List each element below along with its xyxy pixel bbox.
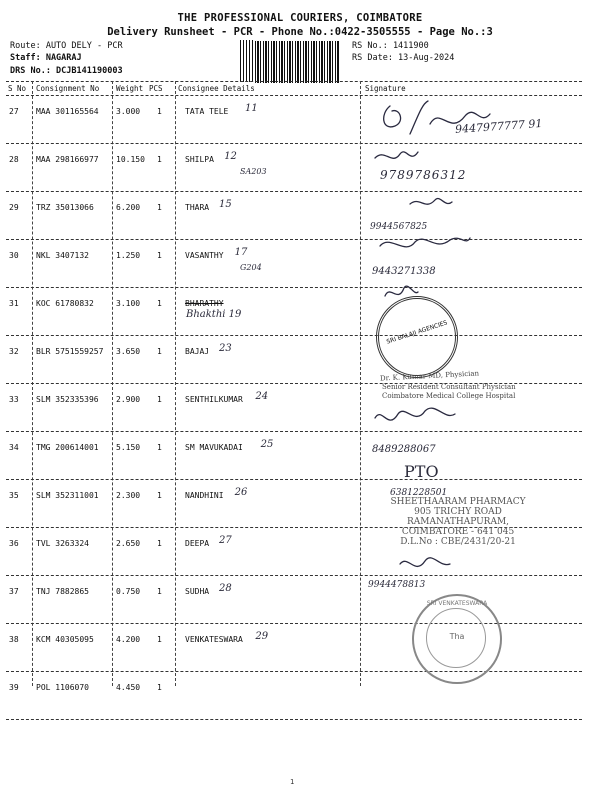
phone-37: 9944478813 [368, 580, 426, 590]
pharmacy-address-1: 905 TRICHY ROAD [414, 507, 502, 517]
drs-number: DRS No.: DCJB141190003 [10, 66, 123, 76]
row-consignment: TNJ 7882865 [36, 587, 89, 596]
signature-mark [375, 408, 455, 420]
row-pcs: 1 [157, 251, 162, 260]
row-weight: 2.300 [116, 491, 141, 500]
table-top-rule [6, 81, 582, 82]
staff-label: Staff: NAGARAJ [10, 53, 82, 63]
handwritten-note: Bhakthi 19 [186, 309, 242, 320]
row-sno: 28 [9, 155, 19, 164]
doctor-stamp-line2: Senior Resident Consultant Physician [382, 383, 516, 391]
pto-mark: PTO [404, 462, 439, 481]
row-pcs: 1 [157, 635, 162, 644]
handwritten-note: 25 [260, 439, 274, 450]
handwritten-note: 28 [219, 583, 232, 594]
row-weight: 6.200 [116, 203, 141, 212]
col-pcs: PCS [149, 84, 163, 93]
row-pcs: 1 [157, 203, 162, 212]
row-sno: 30 [9, 251, 19, 260]
row-consignee: SM MAVUKADAI [185, 443, 243, 452]
round-stamp-balaji: SRI BALAJI AGENCIES [376, 296, 458, 378]
row-pcs: 1 [157, 347, 162, 356]
signature-mark [380, 238, 470, 247]
row-consignee: SUDHA [185, 587, 210, 596]
handwritten-note: 24 [255, 391, 269, 402]
row-weight: 5.150 [116, 443, 141, 452]
handwritten-note: 11 [245, 103, 258, 114]
row-sno: 32 [9, 347, 19, 356]
row-consignee: SHILPA [185, 155, 214, 164]
pharmacy-dl: D.L.No : CBE/2431/20-21 [400, 537, 516, 547]
row-consignment: KOC 61780832 [36, 299, 94, 308]
row-weight: 2.650 [116, 539, 141, 548]
company-title: THE PROFESSIONAL COURIERS, COIMBATORE [177, 12, 423, 24]
doctor-stamp-line3: Coimbatore Medical College Hospital [382, 392, 516, 400]
row-weight: 4.200 [116, 635, 141, 644]
row-consignment: SLM 352335396 [36, 395, 99, 404]
signature-mark [400, 558, 450, 567]
row-sno: 39 [9, 683, 19, 692]
row-weight: 4.450 [116, 683, 141, 692]
row-sno: 35 [9, 491, 19, 500]
runsheet-title: Delivery Runsheet - PCR - Phone No.:0422-3505555 - Page No.:3 [107, 26, 493, 38]
row-pcs: 1 [157, 587, 162, 596]
row-consignee: DEEPA [185, 539, 210, 548]
signature-mark [410, 101, 428, 134]
phone-27: 9447977777 91 [454, 116, 543, 137]
signature-mark [375, 152, 418, 158]
handwritten-flat: G204 [240, 263, 262, 272]
handwritten-note: 26 [234, 487, 248, 498]
row-consignment: MAA 298166977 [36, 155, 99, 164]
handwritten-note: 23 [219, 343, 232, 354]
handwritten-note: 12 [224, 151, 237, 162]
row-pcs: 1 [157, 155, 162, 164]
phone-29: 9944567825 [370, 222, 428, 232]
row-weight: 10.150 [116, 155, 145, 164]
row-weight: 0.750 [116, 587, 141, 596]
row-consignee: BHARATHY [185, 299, 224, 308]
pharmacy-address-3: COIMBATORE - 641 045 [401, 527, 515, 537]
handwritten-note: 27 [219, 535, 232, 546]
row-weight: 3.650 [116, 347, 141, 356]
row-consignee: SENTHILKUMAR [185, 395, 243, 404]
col-sno: S No [8, 84, 27, 93]
row-weight: 3.100 [116, 299, 141, 308]
col-signature: Signature [365, 84, 406, 93]
row-sno: 29 [9, 203, 19, 212]
row-weight: 2.900 [116, 395, 141, 404]
phone-34: 8489288067 [372, 444, 436, 455]
signature-mark [385, 286, 418, 296]
row-pcs: 1 [157, 299, 162, 308]
row-consignment: SLM 352311001 [36, 491, 99, 500]
pharmacy-name: SHEETHAARAM PHARMACY [390, 497, 526, 507]
signature-mark [410, 198, 452, 204]
row-consignment: TMG 200614001 [36, 443, 99, 452]
row-consignee: THARA [185, 203, 210, 212]
row-sno: 37 [9, 587, 19, 596]
pharmacy-address-2: RAMANATHAPURAM, [406, 517, 510, 527]
row-pcs: 1 [157, 443, 162, 452]
barcode-left [240, 40, 254, 82]
phone-30: 9443271338 [372, 266, 436, 277]
barcode [254, 40, 340, 84]
row-sno: 36 [9, 539, 19, 548]
row-pcs: 1 [157, 107, 162, 116]
signature-mark [384, 106, 401, 127]
row-pcs: 1 [157, 491, 162, 500]
row-consignment: MAA 301165564 [36, 107, 99, 116]
phone-35: 6381228501 [390, 488, 448, 498]
row-consignment: NKL 3407132 [36, 251, 89, 260]
phone-28: 9789786312 [380, 168, 467, 182]
row-consignee: NANDHINI [185, 491, 224, 500]
row-consignee: VENKATESWARA [185, 635, 243, 644]
col-consignee: Consignee Details [178, 84, 255, 93]
row-pcs: 1 [157, 539, 162, 548]
row-weight: 1.250 [116, 251, 141, 260]
row-pcs: 1 [157, 395, 162, 404]
rs-number: RS No.: 1411900 [352, 41, 429, 51]
handwritten-note: 15 [219, 199, 232, 210]
row-consignee: BAJAJ [185, 347, 210, 356]
row-sno: 31 [9, 299, 19, 308]
row-consignment: TVL 3263324 [36, 539, 89, 548]
col-consignment: Consignment No [36, 84, 100, 93]
handwritten-note: 17 [234, 247, 248, 258]
pharmacy-stamp [358, 497, 558, 547]
row-sno: 27 [9, 107, 19, 116]
page-mark: 1 [290, 778, 295, 786]
rs-date: RS Date: 13-Aug-2024 [352, 53, 455, 63]
round-stamp-venkateswara: SRI VENKATESWARA Tha [412, 594, 502, 684]
row-sno: 34 [9, 443, 19, 452]
row-sno: 38 [9, 635, 19, 644]
doctor-stamp-line1: Dr. K. Kumar MD, Physician [379, 369, 480, 383]
handwritten-flat: SA203 [240, 167, 267, 176]
table-header [0, 83, 600, 95]
row-consignment: KCM 40305095 [36, 635, 94, 644]
row-weight: 3.000 [116, 107, 141, 116]
handwritten-note: 29 [255, 631, 269, 642]
route-label: Route: AUTO DELY - PCR [10, 41, 123, 51]
col-weight: Weight [116, 84, 144, 93]
row-consignee: VASANTHY [185, 251, 224, 260]
row-consignment: TRZ 35013066 [36, 203, 94, 212]
row-consignment: BLR 5751559257 [36, 347, 104, 356]
row-consignee: TATA TELE [185, 107, 229, 116]
row-pcs: 1 [157, 683, 162, 692]
row-consignment: POL 1106070 [36, 683, 89, 692]
row-sno: 33 [9, 395, 19, 404]
